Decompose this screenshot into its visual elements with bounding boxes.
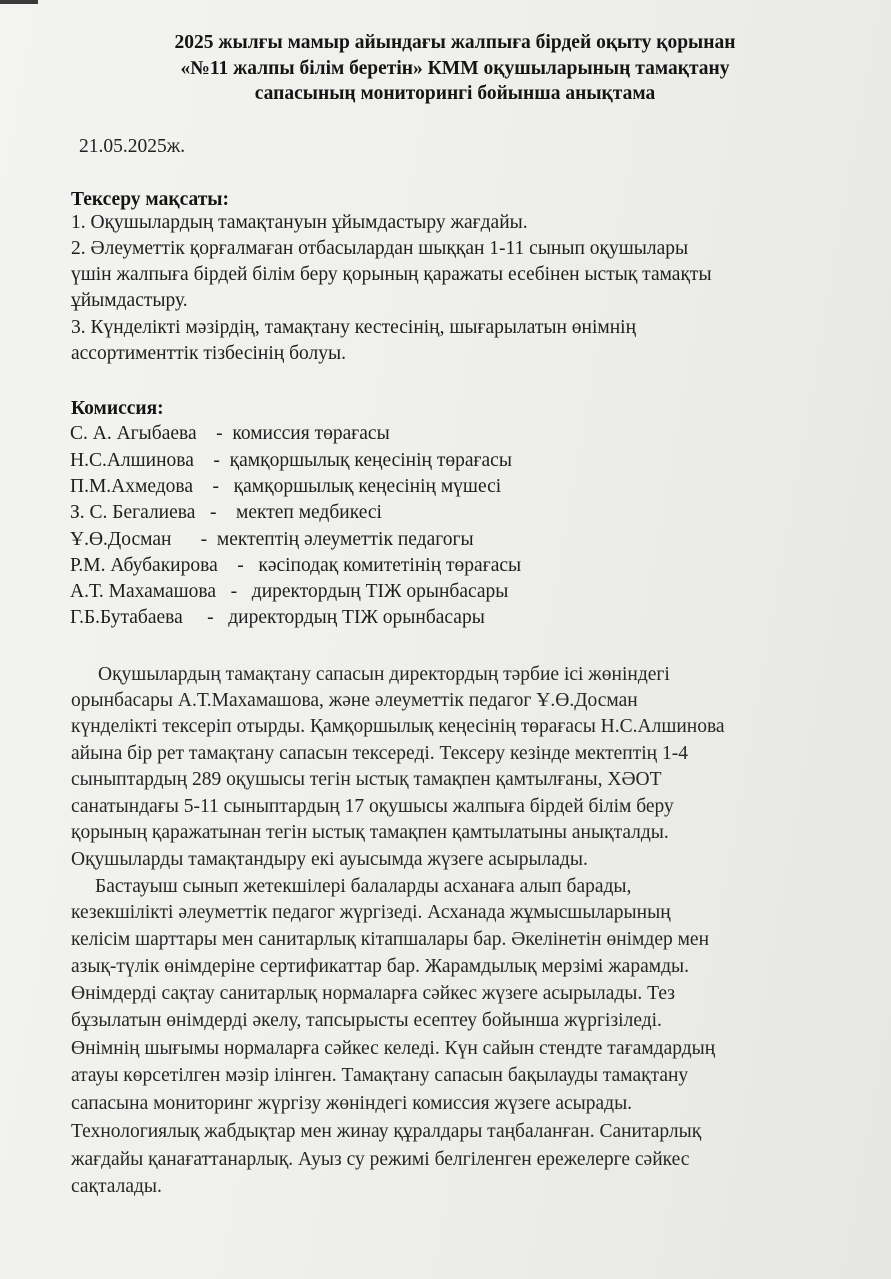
corner-mark xyxy=(0,0,38,4)
body-line: Оқушылардың тамақтану сапасын директордың тәрбие ісі жөніндегі xyxy=(98,664,670,685)
body-line: жағдайы қанағаттанарлық. Ауыз су режимі белгіленген ережелерге сәйкес xyxy=(71,1149,690,1170)
commission-member: Г.Б.Бутабаева - директордың ТІЖ орынбасары xyxy=(70,607,485,628)
goals-line: ұйымдастыру. xyxy=(71,290,188,311)
title-line-1: 2025 жылғы мамыр айындағы жалпыға бірдей оқыту қорынан xyxy=(174,32,736,53)
commission-heading: Комиссия: xyxy=(71,398,164,419)
body-line: қорының қаражатынан тегін ыстық тамақпен қамтылатыны анықталды. xyxy=(71,822,669,843)
body-line: Оқушыларды тамақтандыру екі ауысымда жүзеге асырылады. xyxy=(71,849,588,870)
body-line: сыныптардың 289 оқушысы тегін ыстық тамақпен қамтылғаны, ХӘОТ xyxy=(71,769,662,790)
document-date: 21.05.2025ж. xyxy=(79,136,186,157)
body-line: бұзылатын өнімдерді әкелу, тапсырысты есептеу бойынша жүргізіледі. xyxy=(71,1010,662,1031)
goals-line: ассортименттік тізбесінің болуы. xyxy=(71,343,346,364)
body-line: айына бір рет тамақтану сапасын тексереді. Тексеру кезінде мектептің 1-4 xyxy=(71,743,688,764)
body-line: орынбасары А.Т.Махамашова, және әлеуметтік педагог Ұ.Ө.Досман xyxy=(71,690,638,711)
title-line-2: «№11 жалпы білім беретін» КММ оқушыларының тамақтану xyxy=(180,57,730,79)
body-line: сақталады. xyxy=(71,1176,162,1197)
body-line: күнделікті тексеріп отырды. Қамқоршылық кеңесінің төрағасы Н.С.Алшинова xyxy=(71,716,725,737)
body-line: санатындағы 5-11 сыныптардың 17 оқушысы жалпыға бірдей білім беру xyxy=(71,796,674,817)
body-line: Технологиялық жабдықтар мен жинау құралдары таңбаланған. Санитарлық xyxy=(71,1121,702,1142)
commission-member: П.М.Ахмедова - қамқоршылық кеңесінің мүшесі xyxy=(70,476,502,497)
commission-member: С. А. Агыбаева - комиссия төрағасы xyxy=(70,423,390,444)
body-line: Бастауыш сынып жетекшілері балаларды асханаға алып барады, xyxy=(95,876,632,897)
commission-member: Р.М. Абубакирова - кәсіподақ комитетінің төрағасы xyxy=(70,555,522,576)
goals-line: 2. Әлеуметтік қорғалмаған отбасылардан шыққан 1-11 сынып оқушылары xyxy=(71,238,689,259)
body-line: сапасына мониторинг жүргізу жөніндегі комиссия жүзеге асырады. xyxy=(71,1093,633,1114)
goals-line: үшін жалпыға бірдей білім беру қорының қаражаты есебінен ыстық тамақты xyxy=(71,264,712,285)
body-line: кезекшілікті әлеуметтік педагог жүргізеді. Асханада жұмысшыларының xyxy=(71,902,671,923)
body-line: Өнімдерді сақтау санитарлық нормаларға сәйкес жүзеге асырылады. Тез xyxy=(71,983,675,1004)
body-line: азық-түлік өнімдеріне сертификаттар бар. Жарамдылық мерзімі жарамды. xyxy=(71,956,689,977)
commission-member: А.Т. Махамашова - директордың ТІЖ орынбасары xyxy=(70,581,509,602)
body-line: келісім шарттары мен санитарлық кітапшалары бар. Әкелінетін өнімдер мен xyxy=(71,929,710,950)
title-line-3: сапасының мониторингі бойынша анықтама xyxy=(254,83,656,104)
body-line: атауы көрсетілген мәзір ілінген. Тамақтану сапасын бақылауды тамақтану xyxy=(71,1065,689,1086)
commission-member: З. С. Бегалиева - мектеп медбикесі xyxy=(70,502,382,523)
commission-member: Ұ.Ө.Досман - мектептің әлеуметтік педагогы xyxy=(70,529,474,550)
document-title xyxy=(60,30,850,107)
body-line: Өнімнің шығымы нормаларға сәйкес келеді. Күн сайын стендте тағамдардың xyxy=(71,1038,716,1059)
goals-line: 3. Күнделікті мәзірдің, тамақтану кестесінің, шығарылатын өнімнің xyxy=(71,317,637,338)
goals-heading: Тексеру мақсаты: xyxy=(71,189,229,210)
goals-line: 1. Оқушылардың тамақтануын ұйымдастыру жағдайы. xyxy=(71,212,528,233)
commission-member: Н.С.Алшинова - қамқоршылық кеңесінің төрағасы xyxy=(70,450,512,471)
